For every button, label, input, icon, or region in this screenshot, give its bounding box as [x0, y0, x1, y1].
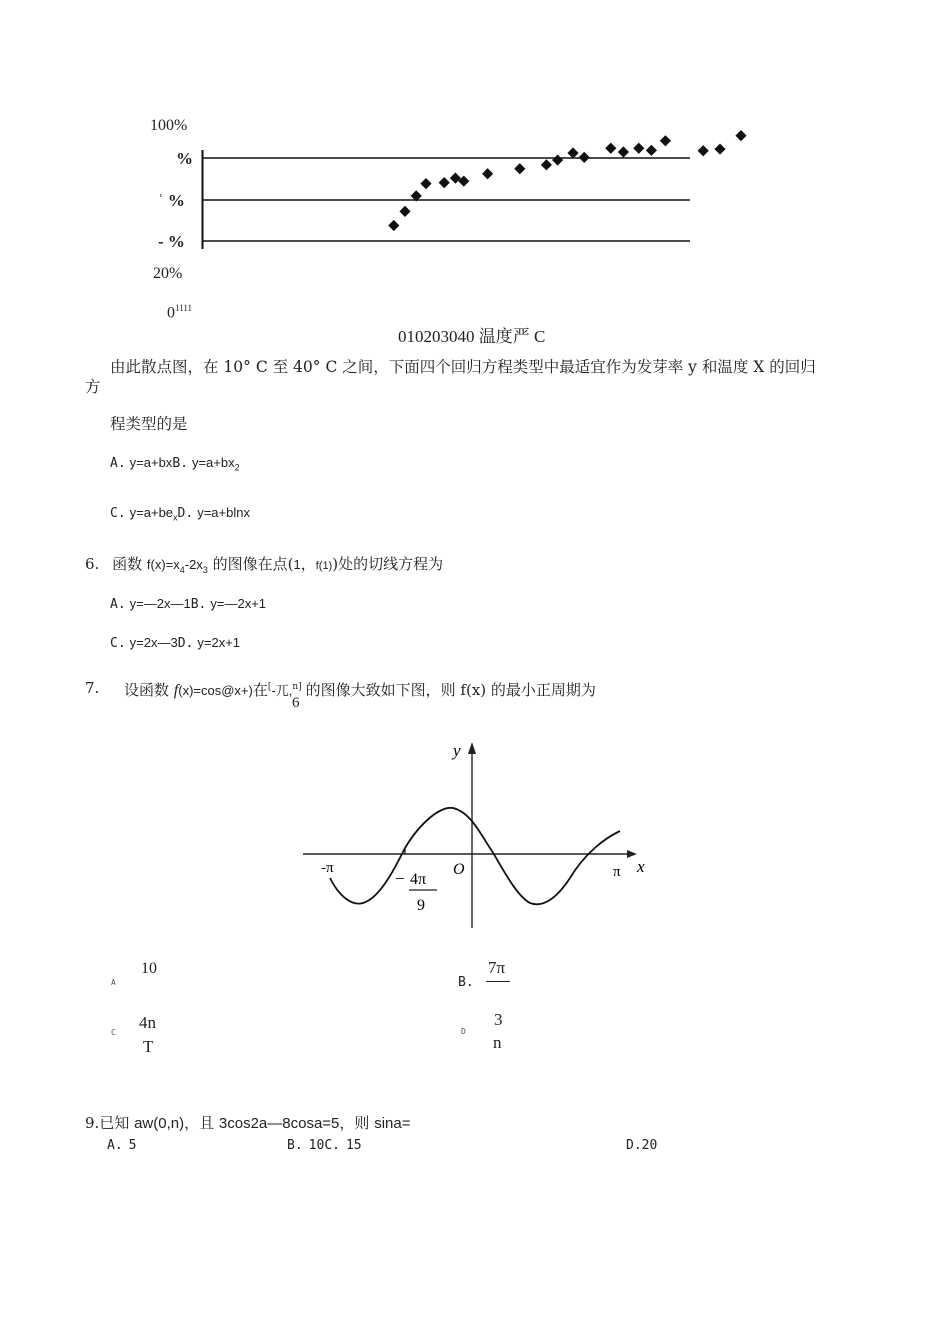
scatter-point	[567, 147, 578, 158]
scatter-point	[514, 163, 525, 174]
q6-options-cd	[110, 635, 240, 651]
graph-y-arrow-icon	[468, 742, 476, 754]
scatter-point	[439, 177, 450, 188]
graph-x-label: x	[637, 857, 645, 876]
q7-option-b-fraction-bar	[486, 981, 510, 982]
scatter-ytick-20: 20%	[153, 265, 183, 282]
scatter-ytick-40: - %	[158, 232, 185, 251]
graph-right-tick-label: π	[613, 864, 621, 880]
q7-option-d-top: 3	[494, 1010, 503, 1029]
q7-option-c-label: C	[111, 1028, 116, 1037]
q5-stem-line2: 程类型的是	[110, 415, 188, 433]
q6-option-b: y=—2x+1	[210, 596, 267, 611]
scatter-ytick-100: 100%	[150, 117, 188, 134]
scatter-point	[399, 206, 410, 217]
scatter-ytick-80: %	[176, 149, 193, 168]
q6-stem: 6. 函数 $f(x)=x_4-2x_3$ 的图像在点(1，f(1))处的切线方程为	[85, 555, 444, 575]
q7-option-b: 7π	[488, 958, 506, 977]
zero-superscript: 1111	[175, 303, 192, 313]
q6-options-ab	[110, 596, 266, 612]
scatter-point	[388, 220, 399, 231]
q7-option-b-label: B.	[458, 975, 474, 990]
scatter-x-axis-label: 010203040 温度严 C	[398, 327, 546, 346]
graph-origin-label: O	[453, 861, 465, 878]
q5-option-c: y=a+be	[129, 505, 174, 520]
q6-option-c: y=2x—3	[129, 635, 178, 650]
graph-frac-denominator: 9	[417, 897, 425, 914]
q7-option-a-label: A	[111, 978, 116, 987]
q7-interval-denominator: 6	[292, 695, 300, 711]
q5-stem-line1-tail: 方	[85, 378, 101, 396]
q9-option-a: A. 5	[107, 1138, 137, 1153]
q5-option-b-sub: 2	[234, 462, 240, 473]
q5-stem-line1: 由此散点图，在 10° C 至 40° C 之间，下面四个回归方程类型中最适宜作为发芽率 y 和温度 X 的回归	[110, 358, 816, 376]
scatter-point	[552, 154, 563, 165]
q5-option-b-label: B.	[172, 456, 188, 471]
scatter-point	[618, 146, 629, 157]
scatter-point	[698, 145, 709, 156]
q9-option-bc: B. 10C. 15	[287, 1138, 362, 1153]
scatter-point	[420, 178, 431, 189]
q7-option-a: 10	[141, 960, 157, 977]
q7-stem: 设函数 f(x)=cos@x+)在[-兀,$^{n]}$ 的图像大致如下图，则 f(x) 的最小正周期为	[124, 681, 596, 699]
graph-y-label: y	[453, 741, 461, 760]
q5-option-a-label: A.	[110, 456, 126, 471]
q6-number: 6.	[85, 555, 100, 573]
scatter-point	[605, 143, 616, 154]
q5-option-c-label: C.	[110, 506, 126, 521]
q5-option-c-sub: x	[173, 512, 178, 523]
q7-option-c-top: 4n	[139, 1013, 156, 1032]
scatter-point	[482, 168, 493, 179]
scatter-point	[541, 159, 552, 170]
q6-option-c-label: C.	[110, 636, 126, 651]
scatter-plot	[0, 0, 950, 320]
q6-option-d-label: D.	[177, 636, 194, 651]
q9-number: 9.	[85, 1114, 100, 1132]
graph-frac-numerator: 4π	[410, 871, 427, 888]
scatter-point	[579, 152, 590, 163]
q6-option-b-label: B.	[190, 597, 207, 612]
q7-option-d-bottom: n	[493, 1033, 502, 1052]
q5-option-a: y=a+bx	[129, 455, 173, 470]
q5-options-ab	[110, 455, 240, 473]
scatter-point	[660, 135, 671, 146]
scatter-gridlines	[202, 158, 690, 241]
scatter-point	[735, 130, 746, 141]
scatter-points	[388, 130, 746, 231]
q5-options-cd	[110, 505, 250, 523]
scatter-ytick-60: ʿ %	[158, 191, 185, 210]
graph-cosine-curve	[330, 808, 620, 904]
graph-frac-minus: −	[395, 869, 405, 888]
q7-option-c-bottom: T	[143, 1037, 154, 1056]
q6-option-a: y=—2x—1	[129, 596, 191, 611]
q9-option-d: D.20	[626, 1138, 658, 1153]
scatter-point	[633, 143, 644, 154]
q9-stem: 9.已知 aw(0,n)，且 3cos2a—8cosa=5，则 sina=	[85, 1114, 411, 1132]
scatter-point	[646, 145, 657, 156]
q7-cosine-graph	[295, 738, 675, 938]
graph-left-tick-label: -π	[321, 860, 334, 876]
q5-option-b: y=a+bx	[191, 455, 235, 470]
scatter-ytick-0: $0^{1111}$	[167, 303, 192, 322]
graph-x-arrow-icon	[627, 850, 637, 858]
q5-option-d: y=a+blnx	[197, 505, 250, 520]
q5-option-d-label: D.	[177, 506, 194, 521]
q7-number: 7.	[85, 679, 100, 697]
q6-option-d: y=2x+1	[197, 635, 241, 650]
scatter-point	[714, 143, 725, 154]
q7-option-d-label: D	[461, 1027, 466, 1036]
q6-option-a-label: A.	[110, 597, 126, 612]
